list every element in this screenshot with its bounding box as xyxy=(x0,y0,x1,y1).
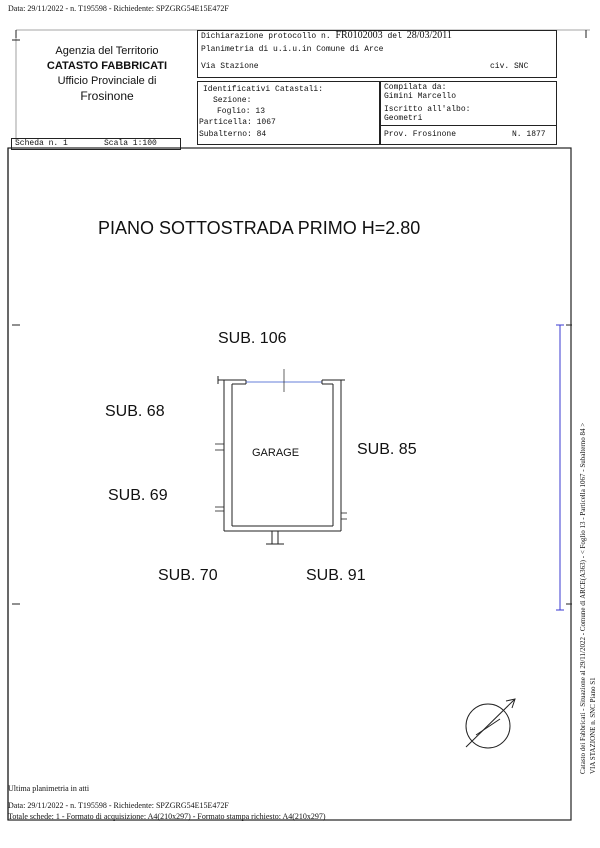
profession: Geometri xyxy=(384,114,423,123)
side-address-text: VIA STAZIONE n. SNC Piano S1 xyxy=(589,677,597,774)
particella-field: Particella: 1067 xyxy=(199,118,276,127)
floor-title: PIANO SOTTOSTRADA PRIMO H=2.80 xyxy=(98,218,421,238)
province-label: Prov. Frosinone xyxy=(384,130,457,139)
identifiers-title: Identificativi Catastali: xyxy=(203,85,324,94)
albo-label: Iscritto all'albo: xyxy=(384,105,471,114)
scheda-number: Scheda n. 1 xyxy=(15,139,68,148)
albo-number: N. 1877 xyxy=(512,130,546,139)
sub-106-label: SUB. 106 xyxy=(218,330,287,347)
sub-91-label: SUB. 91 xyxy=(306,567,366,584)
last-plan-note: Ultima planimetria in atti xyxy=(8,784,90,793)
north-arrow-icon xyxy=(460,695,522,755)
foglio-field: Foglio: 13 xyxy=(217,107,266,116)
planimetria-line: Planimetria di u.i.u.in Comune di Arce xyxy=(201,45,384,54)
sub-68-label: SUB. 68 xyxy=(105,403,165,420)
office-line: Ufficio Provinciale di xyxy=(57,75,157,87)
compiler-name: Gimini Marcello xyxy=(384,92,457,101)
header-meta: Data: 29/11/2022 - n. T195598 - Richiedente: SPZGRG54E15E472F xyxy=(8,4,229,13)
sub-85-label: SUB. 85 xyxy=(357,441,417,458)
declaration-line: Dichiarazione protocollo n. FR0102003 del 28/03/2011 xyxy=(201,30,452,41)
catasto-title: CATASTO FABBRICATI xyxy=(46,60,168,72)
footer-meta: Data: 29/11/2022 - n. T195598 - Richiedente: SPZGRG54E15E472F xyxy=(8,801,229,810)
compiler-label: Compilata da: xyxy=(384,83,447,92)
sub-69-label: SUB. 69 xyxy=(108,487,168,504)
address-line: Via Stazione xyxy=(201,62,259,71)
subalterno-field: Subalterno: 84 xyxy=(199,130,267,139)
footer-formats: Totale schede: 1 - Formato di acquisizione: A4(210x297) - Formato stampa richiesto: A4(210x297) xyxy=(8,812,326,821)
sub-70-label: SUB. 70 xyxy=(158,567,218,584)
office-province: Frosinone xyxy=(80,89,134,103)
civic-number: civ. SNC xyxy=(490,62,529,71)
scale-label: Scala 1:100 xyxy=(104,139,157,148)
garage-label: GARAGE xyxy=(252,447,300,459)
agency-name: Agenzia del Territorio xyxy=(55,45,159,57)
sezione-field: Sezione: xyxy=(213,96,252,105)
side-situation-text: Catasto dei Fabbricati - Situazione al 29/11/2022 - Comune di ARCE(A363) - < Foglio 13 - Particella 1067 - Subalterno 84 > xyxy=(579,422,587,774)
